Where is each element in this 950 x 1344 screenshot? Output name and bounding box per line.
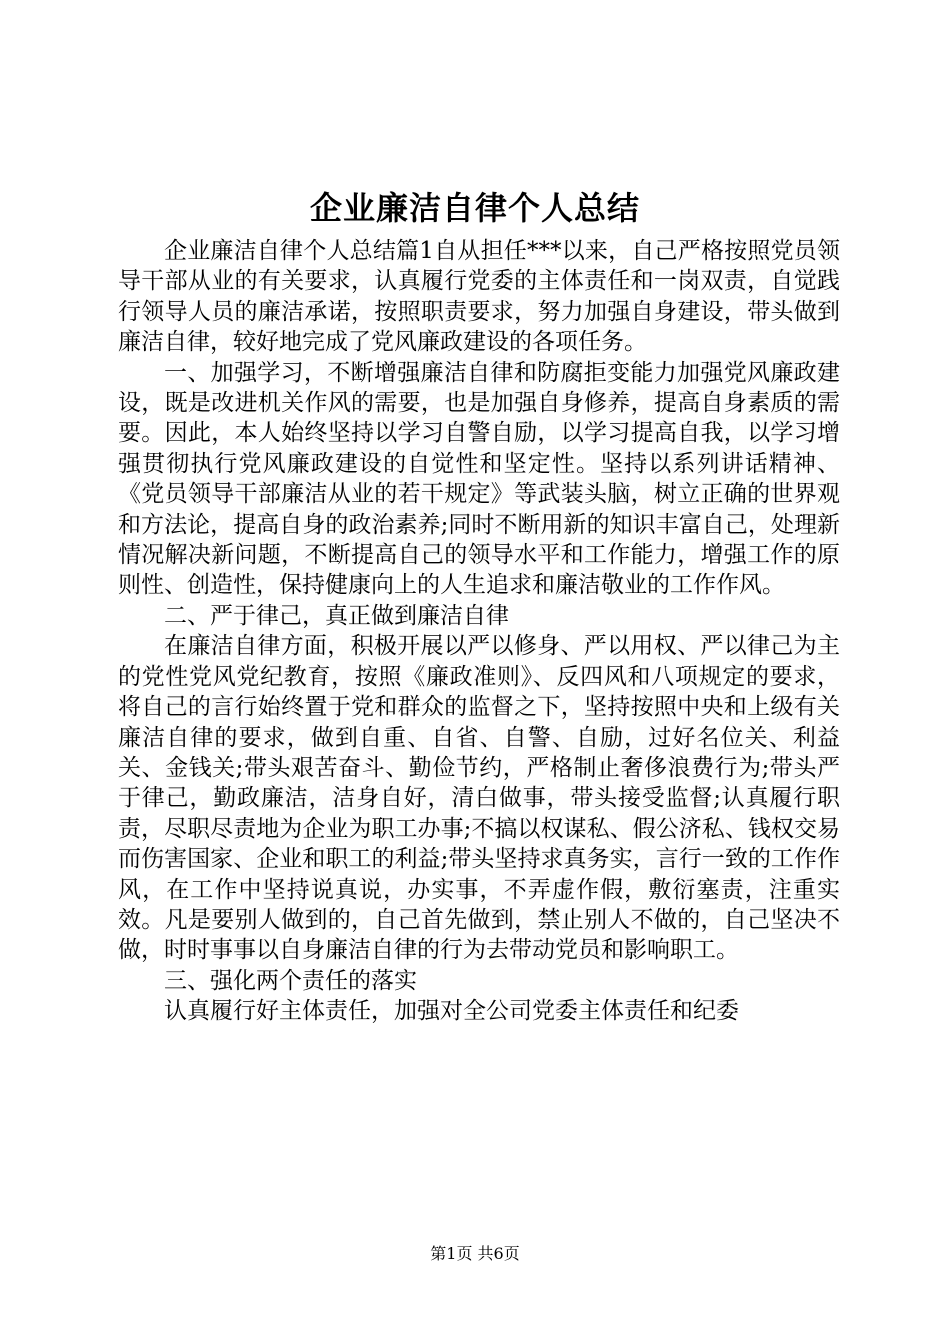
- heading-section-3: 三、强化两个责任的落实: [164, 967, 417, 994]
- paragraph-section-2: 在廉洁自律方面，积极开展以严以修身、严以用权、严以律己为主的党性党风党纪教育，按照《廉政准则》、反四风和八项规定的要求，将自己的言行始终置于党和群众的监督之下，坚持按照中央和上级有关廉洁自律的要求，做到自重、自省、自警、自励，过好名位关、利益关、金钱关;带头艰苦奋斗、勤俭节约，严格制止奢侈浪费行为;带头严于律己，勤政廉洁，洁身自好，清白做事，带头接受监督;认真履行职责，尽职尽责地为企业为职工办事;不搞以权谋私、假公济私、钱权交易而伤害国家、企业和职工的利益;带头坚持求真务实，言行一致的工作作风，在工作中坚持说真说，办实事，不弄虚作假，敷衍塞责，注重实效。凡是要别人做到的，自己首先做到，禁止别人不做的，自己坚决不做，时时事事以自身廉洁自律的行为去带动党员和影响职工。: [118, 633, 840, 964]
- heading-section-2: 二、严于律己，真正做到廉洁自律: [164, 602, 509, 629]
- document-body: [118, 236, 840, 1027]
- page-footer: 第1页 共6页: [430, 1244, 520, 1263]
- document-title: 企业廉洁自律个人总结: [309, 189, 640, 227]
- paragraph-section-3: 认真履行好主体责任，加强对全公司党委主体责任和纪委: [164, 998, 739, 1025]
- paragraph-intro: 企业廉洁自律个人总结篇1自从担任***以来，自己严格按照党员领导干部从业的有关要求，认真履行党委的主体责任和一岗双责，自觉践行领导人员的廉洁承诺，按照职责要求，努力加强自身建设，带头做到廉洁自律，较好地完成了党风廉政建设的各项任务。: [118, 238, 840, 356]
- paragraph-section-1: 一、加强学习，不断增强廉洁自律和防腐拒变能力加强党风廉政建设，既是改进机关作风的需要，也是加强自身修养，提高自身素质的需要。因此，本人始终坚持以学习自警自励，以学习提高自我，以学习增强贯彻执行党风廉政建设的自觉性和坚定性。坚持以系列讲话精神、《党员领导干部廉洁从业的若干规定》等武装头脑，树立正确的世界观和方法论，提高自身的政治素养;同时不断用新的知识丰富自己，处理新情况解决新问题，不断提高自己的领导水平和工作能力，增强工作的原则性、创造性，保持健康向上的人生追求和廉洁敬业的工作作风。: [118, 359, 840, 599]
